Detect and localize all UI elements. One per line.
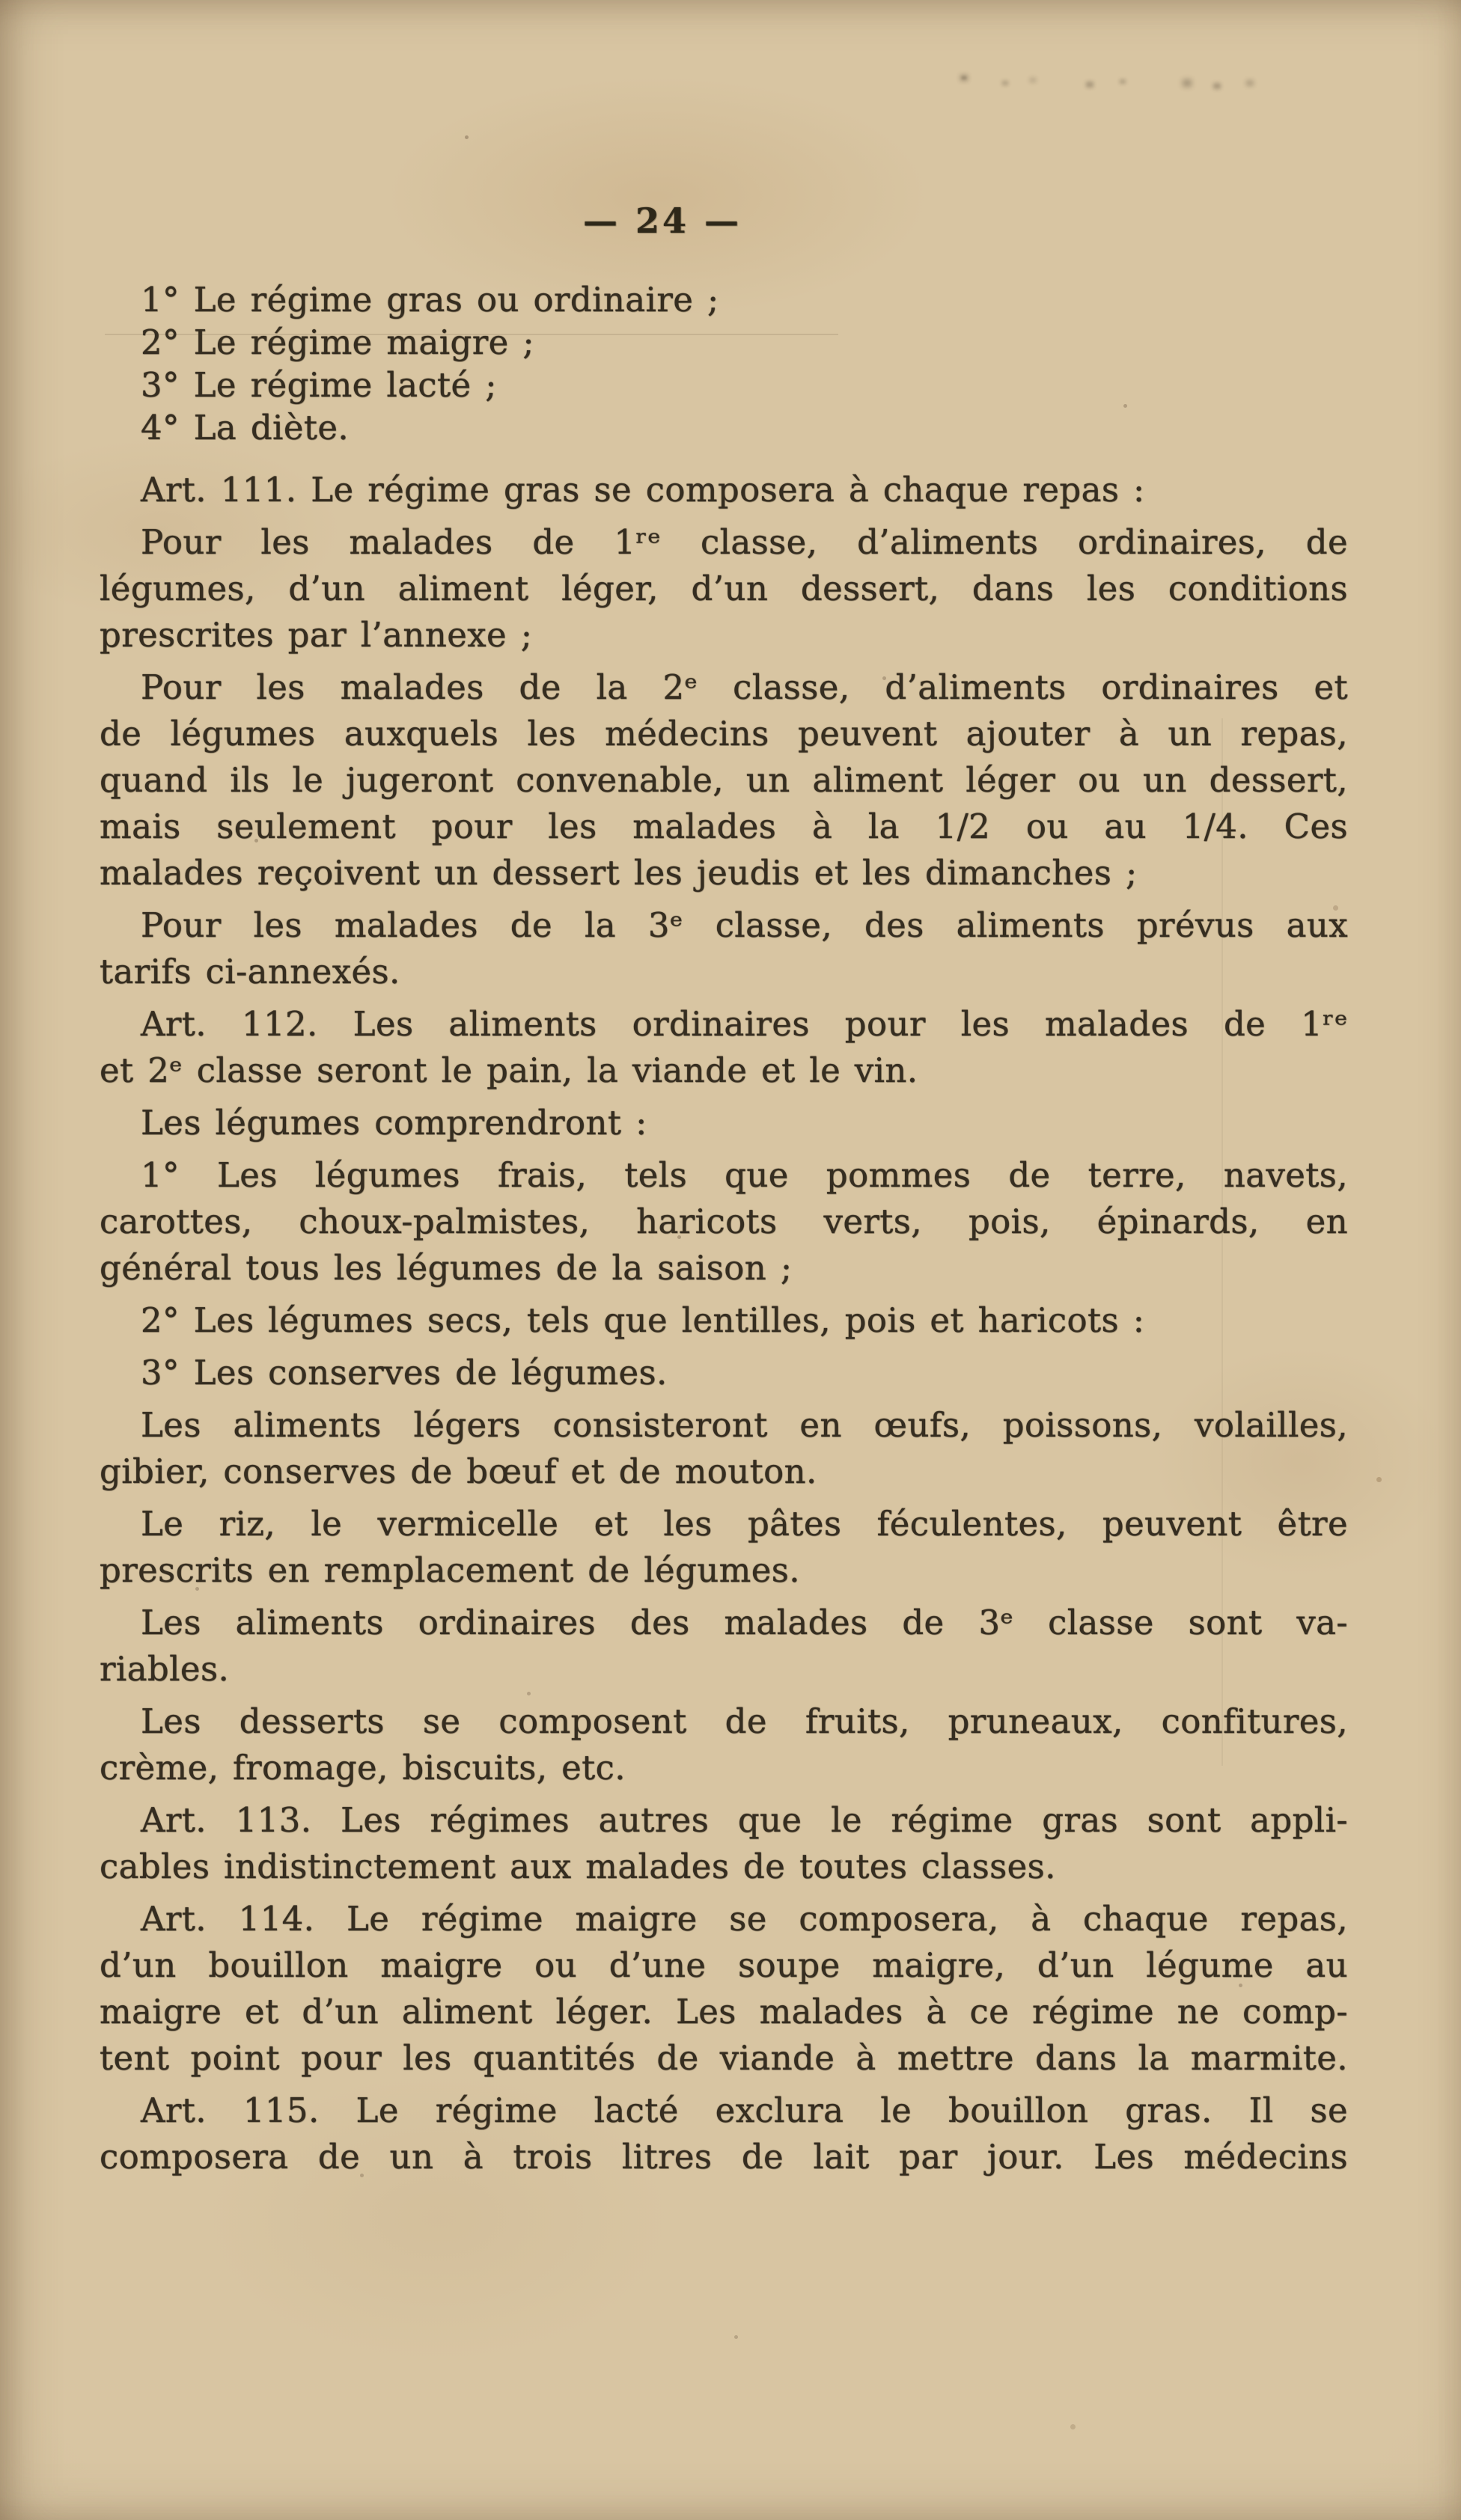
- text-line: général tous les légumes de la saison ;: [100, 1248, 793, 1288]
- text-line: tent point pour les quantités de viande à mettre dans la marmite.: [100, 2038, 1348, 2078]
- text-line: mais seulement pour les malades à la 1/2 ou au 1/4. Ces: [100, 807, 1348, 846]
- text-line: Les légumes comprendront :: [141, 1103, 647, 1143]
- text-line: prescrites par l’annexe ;: [100, 615, 533, 655]
- text-line: Art. 113. Les régimes autres que le régime gras sont appli-: [141, 1800, 1348, 1840]
- text-line: Le riz, le vermicelle et les pâtes féculentes, peuvent être: [141, 1504, 1348, 1544]
- text-line: d’un bouillon maigre ou d’une soupe maigre, d’un légume au: [100, 1945, 1348, 1985]
- text-line: Pour les malades de 1ʳᵉ classe, d’aliments ordinaires, de: [141, 522, 1348, 562]
- text-line: composera de un à trois litres de lait par jour. Les médecins: [100, 2137, 1348, 2177]
- text-line: Art. 111. Le régime gras se composera à chaque repas :: [141, 470, 1145, 510]
- text-line: Les aliments légers consisteront en œufs, poissons, volailles,: [141, 1405, 1348, 1445]
- text-line: 2° Le régime maigre ;: [141, 322, 534, 362]
- text-line: 4° La diète.: [141, 408, 350, 447]
- text-line: 3° Les conserves de légumes.: [141, 1353, 668, 1392]
- text-line: Les aliments ordinaires des malades de 3ᵉ classe sont va-: [141, 1603, 1348, 1642]
- text-line: 3° Le régime lacté ;: [141, 365, 497, 405]
- text-line: Art. 114. Le régime maigre se composera, à chaque repas,: [141, 1899, 1348, 1939]
- text-line: et 2ᵉ classe seront le pain, la viande et le vin.: [100, 1050, 918, 1090]
- text-line: Pour les malades de la 2ᵉ classe, d’aliments ordinaires et: [141, 667, 1348, 707]
- paper-specks: [0, 0, 2, 2]
- text-line: tarifs ci-annexés.: [100, 952, 400, 991]
- text-line: 2° Les légumes secs, tels que lentilles, pois et haricots :: [141, 1300, 1145, 1340]
- page-number: — 24 —: [582, 201, 742, 241]
- text-line: Art. 112. Les aliments ordinaires pour les malades de 1ʳᵉ: [141, 1004, 1348, 1044]
- text-line: Pour les malades de la 3ᵉ classe, des aliments prévus aux: [141, 905, 1348, 945]
- text-line: riables.: [100, 1649, 230, 1689]
- text-line: prescrits en remplacement de légumes.: [100, 1550, 800, 1590]
- text-column: [100, 278, 1348, 2180]
- text-line: légumes, d’un aliment léger, d’un dessert, dans les conditions: [100, 569, 1348, 608]
- text-line: 1° Le régime gras ou ordinaire ;: [141, 280, 719, 319]
- text-line: de légumes auxquels les médecins peuvent ajouter à un repas,: [100, 714, 1348, 753]
- ink-smudge: [962, 76, 966, 79]
- text-line: crème, fromage, biscuits, etc.: [100, 1748, 626, 1787]
- text-line: carottes, choux-palmistes, haricots verts, pois, épinards, en: [100, 1202, 1348, 1241]
- text-line: gibier, conserves de bœuf et de mouton.: [100, 1452, 817, 1491]
- text-line: malades reçoivent un dessert les jeudis et les dimanches ;: [100, 853, 1138, 893]
- text-line: cables indistinctement aux malades de toutes classes.: [100, 1847, 1056, 1886]
- text-line: 1° Les légumes frais, tels que pommes de terre, navets,: [141, 1155, 1348, 1195]
- text-line: quand ils le jugeront convenable, un aliment léger ou un dessert,: [100, 760, 1348, 800]
- text-line: maigre et d’un aliment léger. Les malades à ce régime ne comp-: [100, 1992, 1348, 2031]
- text-line: Les desserts se composent de fruits, pruneaux, confitures,: [141, 1701, 1348, 1741]
- text-line: Art. 115. Le régime lacté exclura le bouillon gras. Il se: [141, 2091, 1348, 2130]
